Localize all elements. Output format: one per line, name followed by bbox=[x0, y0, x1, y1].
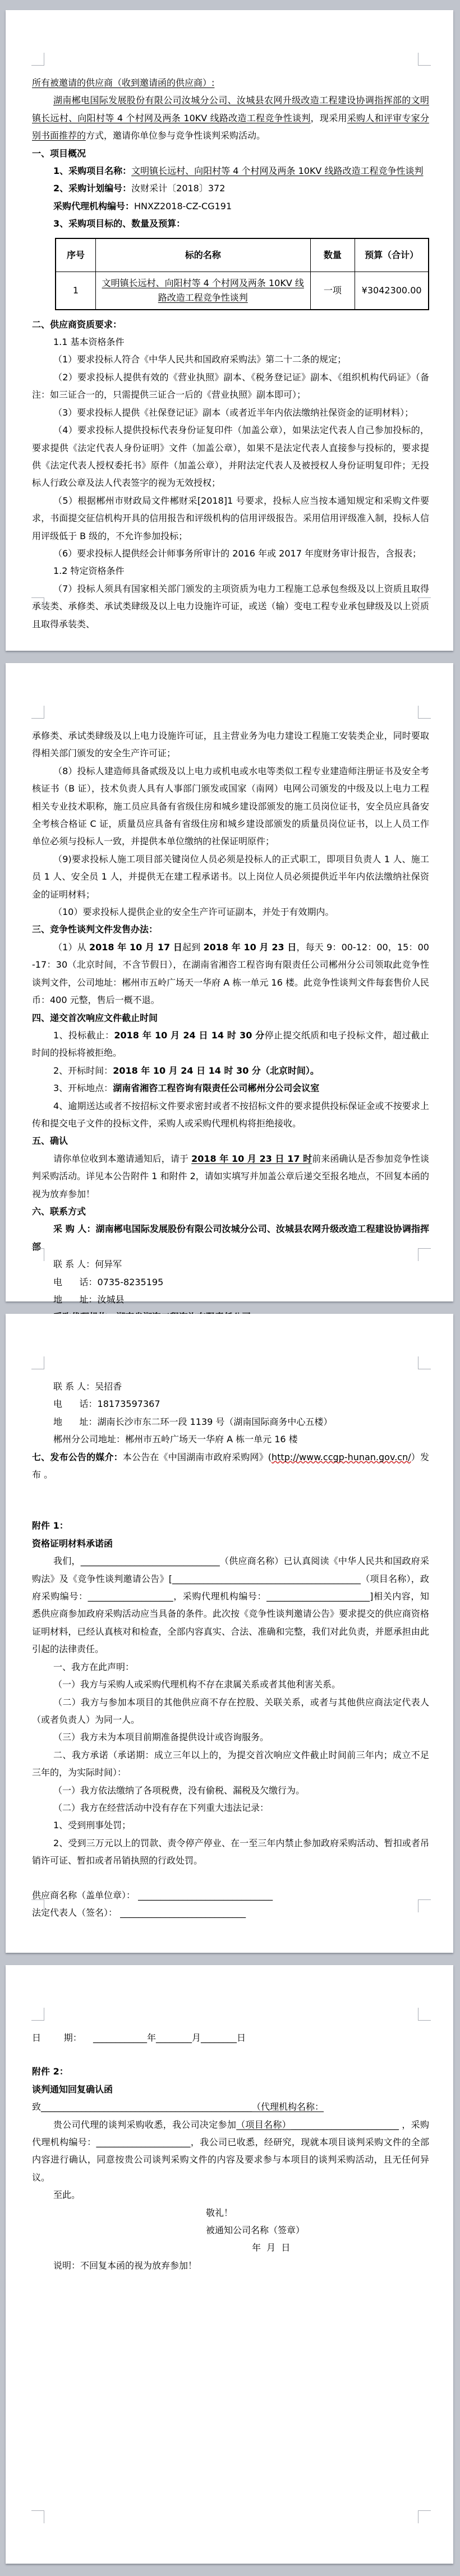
text-run: 3、开标地点： bbox=[53, 1083, 113, 1094]
paragraph bbox=[32, 580, 429, 633]
text-run: 采购代理机构编号： bbox=[53, 200, 135, 211]
page-3 bbox=[6, 1314, 453, 1953]
table-cell-text: 一项 bbox=[323, 284, 342, 296]
section-1-heading bbox=[32, 145, 429, 162]
page-1 bbox=[6, 10, 453, 651]
text-boundary-mark bbox=[31, 53, 44, 66]
text-run: 一、我方在此声明： bbox=[53, 1661, 135, 1672]
text-run: （9)要求投标人施工项目部关键岗位人员必须是投标人的正式职工，即项目负责人 1 人、施工员 1 人、安全员 1 人，并提供无在建工程承诺书。以上岗位人员必须提供近半年内依法缴纳社保资金的证明材料； bbox=[32, 853, 429, 900]
text-run: 联 系 人：吴招香 bbox=[53, 1381, 122, 1392]
text-run: （8）投标人建造师具备贰级及以上电力或机电或水电等类似工程专业建造师注册证书及安全考核证书（B 证），技术负责人具有人事部门颁发或国家（南网）电网公司颁发的中级及以上电力工程相关专业技术职称，施工员应具备有省级住房和城乡建设部颁发的施工员岗位证书，安全员应具备安全考核合格证 C 证，质量员应具备有省级住房和城乡建设部颁发的质量员岗位证书，以上人员工作单位必须与投标人一致，并提供本单位缴纳的社保证明原件； bbox=[32, 765, 429, 847]
text-run: （一）我方依法缴纳了各项税费，没有偷税、漏税及欠缴行为。 bbox=[53, 1784, 305, 1796]
paragraph bbox=[32, 1027, 429, 1062]
text-run: 2018 年 10 月 17 日 bbox=[89, 941, 182, 953]
text-run: 二、供应商资质要求： bbox=[32, 319, 122, 330]
paragraph bbox=[32, 492, 429, 545]
text-run: 请你单位收到本邀请通知后，请于 bbox=[53, 1153, 192, 1164]
section-2-heading bbox=[32, 316, 429, 333]
text-run: 2018 年 10 月 23 日 bbox=[203, 941, 297, 953]
text-run: 文明镇长远村、向阳村等 4 个村网及两条 10KV 线路改造工程竞争性谈判 bbox=[131, 165, 424, 177]
text-run: 年 月 日 bbox=[252, 2242, 291, 2253]
text-run: ________________________ bbox=[291, 2119, 399, 2130]
paragraph bbox=[32, 1552, 429, 1658]
text-run: 说明：不回复本函的视为放弃参加！ bbox=[53, 2260, 197, 2271]
text-run: （供应商名称）已认真阅读《中华人民共和国政府采购法》及《竞争性谈判邀请公告》[ bbox=[32, 1556, 429, 1584]
text-run: 资格证明材料承诺函 bbox=[32, 1538, 113, 1549]
text-run: HNXZ2018-CZ-CG191 bbox=[134, 200, 232, 211]
text-run: （项目名称），政府采购编号： bbox=[32, 1573, 429, 1602]
branch-address-line bbox=[32, 1430, 429, 1448]
paragraph bbox=[32, 903, 429, 921]
text-run: 方式，邀请你单位参与竞争性谈判采购活动。 bbox=[86, 130, 266, 141]
text-run: ）发布 。 bbox=[32, 1451, 429, 1480]
table-cell bbox=[355, 272, 429, 310]
paragraph bbox=[32, 1728, 429, 1746]
contact-line bbox=[32, 1378, 429, 1395]
text-run: 地 址：汝城县 bbox=[53, 1294, 125, 1305]
text-run: 1.1 基本资格条件 bbox=[53, 337, 125, 348]
text-boundary-mark bbox=[31, 1356, 44, 1369]
date-line bbox=[32, 2029, 429, 2046]
text-run: ，每天 9：00-12：00，15：00-17：30（北京时间，不含节假日），在湖南省湘咨工程咨询有限责任公司郴州分公司领取此竞争性谈判文件，公司地址：郴州市五岭广场天一华府 A 栋一单元 16 楼。此竞争性谈判文件每套售价人民币：400 元整，售后一概不退。 bbox=[32, 941, 429, 1006]
text-run: 2、受到三万元以上的罚款、责令停产停业、在一至三年内禁止参加政府采购活动、暂扣或者吊销许可证、暂扣或者吊销执照的行政处罚。 bbox=[32, 1837, 429, 1866]
text-run: （1）要求投标人符合《中华人民共和国政府采购法》第二十二条的规定； bbox=[53, 354, 347, 365]
text-boundary-mark bbox=[31, 1248, 44, 1261]
paragraph bbox=[32, 369, 429, 404]
paragraph bbox=[32, 727, 429, 762]
text-run: 三、竞争性谈判文件发售办法： bbox=[32, 924, 158, 935]
address-line bbox=[32, 1291, 429, 1308]
text-run: （4）要求投标人提供投标代表身份证复印件（加盖公章），如果法定代表人自己参加投标的，要求提供《法定代表人身份证明》文件（加盖公章），如果不是法定代表人直接参与投标的，要求提供《法定代表人授权委托书》原件（加盖公章），并附法定代表人及被授权人身份证明复印件；无投标人行政公章及法人代表签字的视为无效授权； bbox=[32, 425, 429, 489]
text-run: 停止提交纸质和电子投标文件，超过截止时间的投标将被拒绝。 bbox=[32, 1029, 429, 1059]
section-3-heading bbox=[32, 921, 429, 938]
legal-representative-line bbox=[32, 1904, 429, 1921]
text-run: （二）我方与参加本项目的其他供应商不存在控股、关联关系，或者与其他供应商法定代表人（或者负责人）为同一人。 bbox=[32, 1696, 429, 1725]
text-run: （3）要求投标人提供《社保登记证》副本（或者近半年内依法缴纳社保资金的证明材料）； bbox=[53, 407, 414, 418]
text-run: ___________________ bbox=[88, 1591, 173, 1602]
text-boundary-mark bbox=[418, 53, 431, 66]
table-cell bbox=[95, 272, 310, 310]
paragraph bbox=[32, 939, 429, 1009]
text-run: 湖南郴电国际发展股份有限公司汝城分公司、汝城县农网升级改造工程建设协调指挥部的 bbox=[53, 95, 411, 106]
paragraph bbox=[32, 1079, 429, 1097]
page-2 bbox=[6, 663, 453, 1305]
paragraph bbox=[32, 333, 429, 351]
paragraph bbox=[32, 2186, 429, 2204]
text-run: ____________年________月________日 bbox=[93, 2032, 246, 2043]
address-line bbox=[32, 1413, 429, 1430]
purchaser-line bbox=[32, 1220, 429, 1255]
text-run: 采购人和评审专家分别书面推荐的 bbox=[32, 112, 429, 141]
text-run: ，采购代理机构编号： bbox=[32, 2119, 429, 2148]
text-run: （1）从 bbox=[53, 941, 89, 953]
text-run: 附件 2： bbox=[32, 2066, 68, 2077]
salutation-line bbox=[32, 74, 429, 91]
section-4-heading bbox=[32, 1009, 429, 1027]
text-run: 1、采购项目名称： bbox=[53, 165, 132, 177]
table-cell bbox=[56, 272, 95, 310]
text-run: 被通知公司名称（签章） bbox=[206, 2225, 305, 2236]
text-run: ____________________________ bbox=[120, 1907, 246, 1918]
text-run: 文明镇长远村、向阳村等 4 个村网及两条 10KV 线路改造工程竞争性谈判 bbox=[32, 95, 429, 123]
section-6-heading bbox=[32, 1203, 429, 1220]
text-boundary-mark bbox=[31, 2008, 44, 2021]
text-run: （一）我方与采购人或采购代理机构不存在隶属关系或者其他利害关系。 bbox=[53, 1679, 341, 1690]
text-run: 联 系 人：何异军 bbox=[53, 1259, 122, 1270]
text-run: 我们， bbox=[53, 1556, 81, 1567]
text-run: ，我公司已收悉，经研究，现就本项目谈判采购文件的全部内容进行确认，同意按贵公司谈判采购文件的内容及要求参与本项目的谈判采购活动，且无任何异议。 bbox=[32, 2137, 429, 2183]
paragraph bbox=[32, 762, 429, 850]
text-run: （三）我方未为本项目前期准备提供设计或咨询服务。 bbox=[53, 1732, 269, 1743]
intro-paragraph bbox=[32, 91, 429, 144]
attachment-2-title bbox=[32, 2081, 429, 2098]
text-run: （6）要求投标人提供经会计师事务所审计的 2016 年或 2017 年度财务审计报告，含报表； bbox=[53, 548, 421, 559]
text-run: （5）根据郴州市财政局文件郴财采[2018]1 号要求，投标人应当按本通知规定和采购文件要求，书面提交征信机构开具的信用报告和评级机构的信用评级报告。采用信用评级准入制，投标人信用评级低于 B 级的，不允许参加投标； bbox=[32, 495, 429, 541]
section-7-heading bbox=[32, 1448, 429, 1484]
text-boundary-mark bbox=[31, 2510, 44, 2523]
paragraph bbox=[32, 1658, 429, 1676]
blank-space bbox=[32, 1483, 429, 1517]
text-run: （10）要求投标人提供企业的安全生产许可证副本，并处于有效期内。 bbox=[53, 907, 334, 918]
text-run: 起到 bbox=[182, 941, 204, 953]
text-run: 汝财采计〔2018〕372 bbox=[131, 183, 226, 194]
paragraph bbox=[32, 1746, 429, 1782]
phone-line bbox=[32, 1273, 429, 1291]
paragraph bbox=[32, 1694, 429, 1729]
paragraph bbox=[32, 1062, 429, 1079]
text-run: 附件 1： bbox=[32, 1520, 68, 1531]
text-run: 1.2 特定资格条件 bbox=[53, 565, 125, 577]
text-boundary-mark bbox=[31, 597, 44, 610]
paragraph bbox=[32, 421, 429, 492]
text-run: 二、我方承诺（承诺期：成立三年以上的，为提交首次响应文件截止时间前三年内；成立不足三年的，为实际时间）： bbox=[32, 1749, 429, 1778]
salute-line bbox=[206, 2204, 429, 2221]
notified-company-line bbox=[206, 2221, 429, 2239]
blank-space bbox=[32, 2046, 429, 2063]
table-cell-text: 文明镇长远村、向阳村等 4 个村网及两条 10KV 线路改造工程竞争性谈判 bbox=[102, 277, 304, 303]
text-boundary-mark bbox=[418, 2008, 431, 2021]
attachment-1-title bbox=[32, 1535, 429, 1552]
table-header-cell: 数量 bbox=[310, 238, 355, 272]
text-run: （二）我方在经营活动中没有存在下列重大违法记录： bbox=[53, 1802, 269, 1813]
text-run: 供应商名称（盖单位章）： bbox=[32, 1889, 139, 1901]
text-run: 2018 年 10 月 24 日 14 时 30 分（北京时间）。 bbox=[113, 1065, 319, 1076]
text-run: _____________________ bbox=[96, 2137, 191, 2148]
page-4 bbox=[6, 1965, 453, 2564]
text-boundary-mark bbox=[418, 2510, 431, 2523]
text-run: 1、受到刑事处罚； bbox=[53, 1820, 131, 1831]
text-run: 谈判通知回复确认函 bbox=[32, 2083, 113, 2095]
text-run: _______________________________ bbox=[80, 1556, 220, 1567]
text-run: 日 期： bbox=[32, 2032, 94, 2043]
text-run: 前来函确认是否参加竞争性谈判采购活动。详见本公告附件 1 和附件 2，请如实填写并加盖公章后递交至报名地点，不回复本函的视为放弃参加！ bbox=[32, 1153, 429, 1199]
text-boundary-mark bbox=[418, 597, 431, 610]
text-run: 2018 年 10 月 23 日 17 时 bbox=[191, 1153, 312, 1164]
table-cell-text: ¥3042300.00 bbox=[361, 284, 422, 296]
text-run: 4、逾期送达或者不按招标文件要求密封或者不按招标文件的要求提供投标保证金或不按要求上传和提交电子文件的投标文件，采购人或采购代理机构将拒绝接收。 bbox=[32, 1100, 429, 1129]
paragraph bbox=[32, 1782, 429, 1799]
table-cell-text: 1 bbox=[72, 284, 79, 296]
addressee-line bbox=[32, 2098, 429, 2115]
text-run: （项目名称） bbox=[236, 2119, 291, 2130]
text-run: __________________________________________ bbox=[172, 1573, 361, 1584]
paragraph bbox=[32, 1816, 429, 1834]
text-run: 采 购 人：湖南郴电国际发展股份有限公司汝城分公司、汝城县农网升级改造工程建设协调指挥部 bbox=[32, 1223, 429, 1252]
text-run: （7）投标人须具有国家相关部门颁发的主项资质为电力工程施工总承包叁级及以上资质且取得承装类、承修类、承试类肆级及以上电力设施许可证，或送（输）变电工程专业承包肆级及以上资质且取得承装类、 bbox=[32, 583, 429, 629]
text-run: 法定代表人（签名）： bbox=[32, 1907, 121, 1918]
text-run: ]相关内容，知悉供应商参加政府采购活动应当具备的条件。此次按《竞争性谈判邀请公告》要求提交的供应商资格证明材料，已经认真核对和检查，全部内容真实、合法、准确和完整，我们对此负责，并愿承担由此引起的法律责任。 bbox=[32, 1591, 429, 1655]
text-run: 本公告在《中国湖南市政府采购网》( bbox=[122, 1451, 272, 1462]
paragraph bbox=[32, 1150, 429, 1203]
agency-number-line bbox=[32, 197, 429, 215]
text-boundary-mark bbox=[418, 706, 431, 719]
table-cell bbox=[310, 272, 355, 310]
text-run: 五、确认 bbox=[32, 1135, 68, 1147]
note-line bbox=[32, 2257, 429, 2274]
paragraph bbox=[32, 545, 429, 562]
paragraph bbox=[32, 351, 429, 368]
table-header-cell: 标的名称 bbox=[95, 238, 310, 272]
text-boundary-mark bbox=[418, 1248, 431, 1261]
attachment-1-label bbox=[32, 1517, 429, 1534]
text-run: （2）要求投标人提供有效的《营业执照》副本、《税务登记证》副本、《组织机构代码证》（备注：如三证合一的，只需提供三证合一后的《营业执照》副本即可）； bbox=[32, 371, 429, 401]
sign-date-line bbox=[252, 2239, 429, 2256]
paragraph bbox=[32, 1799, 429, 1816]
text-boundary-mark bbox=[418, 1356, 431, 1369]
section-5-heading bbox=[32, 1132, 429, 1149]
text-run: ______________________________ bbox=[138, 1889, 273, 1901]
text-run: 电 话：18173597367 bbox=[53, 1399, 160, 1410]
text-boundary-mark bbox=[418, 1899, 431, 1912]
attachment-2-label bbox=[32, 2063, 429, 2080]
paragraph bbox=[32, 2116, 429, 2187]
text-run: ，采购代理机构编号： bbox=[173, 1591, 267, 1602]
table-row bbox=[56, 272, 429, 310]
text-run: 六、联系方式 bbox=[32, 1206, 86, 1217]
supplier-seal-line bbox=[32, 1887, 429, 1904]
paragraph bbox=[32, 1834, 429, 1870]
text-run: 2、采购计划编号： bbox=[53, 183, 132, 194]
contact-line bbox=[32, 1255, 429, 1273]
text-run: _______________________ bbox=[266, 1591, 370, 1602]
paragraph bbox=[32, 562, 429, 579]
text-run: 郴州分公司地址：郴州市五岭广场天一华府 A 栋一单元 16 楼 bbox=[53, 1434, 298, 1445]
paragraph bbox=[32, 404, 429, 421]
text-run: 至此。 bbox=[53, 2189, 81, 2201]
text-boundary-mark bbox=[31, 706, 44, 719]
text-run: 致 bbox=[32, 2101, 42, 2113]
text-boundary-mark bbox=[31, 1899, 44, 1912]
budget-intro-line bbox=[32, 215, 429, 232]
text-run: 四、递交首次响应文件截止时间 bbox=[32, 1012, 158, 1023]
text-run: 3、采购项目标的、数量及预算： bbox=[53, 218, 186, 229]
text-run: 电 话：0735-8235195 bbox=[53, 1276, 164, 1287]
text-run: 地 址：湖南长沙市东二环一段 1139 号（湖南国际商务中心五楼） bbox=[53, 1416, 333, 1427]
budget-table bbox=[55, 238, 429, 310]
text-run: 七、发布公告的媒介： bbox=[32, 1451, 123, 1462]
paragraph bbox=[32, 1097, 429, 1133]
text-run: 2、开标时间： bbox=[53, 1065, 113, 1076]
text-run: ，现采用 bbox=[310, 112, 347, 123]
text-run: 一、项目概况 bbox=[32, 148, 86, 159]
project-name-line bbox=[32, 162, 429, 180]
text-run: 贵公司代理的谈判采购收悉，我公司决定参加 bbox=[53, 2119, 237, 2130]
text-run: 所有被邀请的供应商（收到邀请函的供应商）: bbox=[32, 77, 215, 88]
text-run: _______________________________________________ bbox=[41, 2101, 252, 2113]
table-header-cell: 序号 bbox=[56, 238, 95, 272]
text-run: 湖南省湘咨工程咨询有限责任公司郴州分公司会议室 bbox=[113, 1083, 320, 1094]
url-text: http://www.ccgp-hunan.gov.cn/ bbox=[272, 1451, 411, 1462]
text-run: 1、投标截止： bbox=[53, 1029, 114, 1041]
blank-space bbox=[32, 1870, 429, 1887]
text-run: （代理机构名称： bbox=[252, 2101, 324, 2113]
phone-line bbox=[32, 1395, 429, 1413]
plan-number-line bbox=[32, 180, 429, 197]
table-header-cell: 预算（合计） bbox=[355, 238, 429, 272]
text-run: 承修类、承试类肆级及以上电力设施许可证，且主营业务为电力建设工程施工安装类企业，同时要取得相关部门颁发的安全生产许可证； bbox=[32, 730, 429, 759]
paragraph bbox=[32, 850, 429, 903]
text-run: 敬礼！ bbox=[206, 2207, 233, 2218]
paragraph bbox=[32, 1676, 429, 1693]
text-run: 2018 年 10 月 24 日 14 时 30 分 bbox=[114, 1029, 265, 1041]
